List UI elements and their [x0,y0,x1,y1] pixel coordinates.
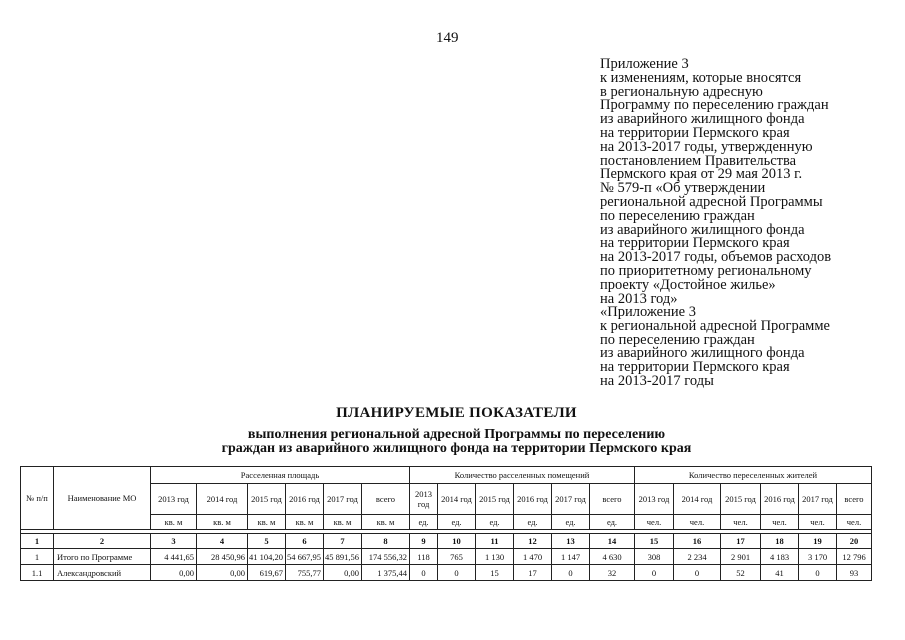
header-group-area: Расселенная площадь [151,467,410,484]
header-number: № п/п [21,467,54,530]
premises-cell: 4 630 [590,549,635,565]
appendix-program-heading [600,306,830,389]
header-year: 2014 год [674,484,721,515]
header-year: 2017 год [552,484,590,515]
appendix-line: по переселению граждан [600,207,755,224]
unit-label: ед. [438,515,476,530]
row-mo-name: Александровский [54,565,151,581]
appendix-line: «Приложение 3 [600,304,696,320]
appendix-line: Пермского края от 29 мая 2013 г. [600,166,803,183]
residents-cell: 12 796 [837,549,872,565]
unit-label: кв. м [286,515,324,530]
header-year: 2017 год [799,484,837,515]
header-year: 2014 год [197,484,248,515]
appendix-line: на 2013-2017 годы, утвержденную [600,138,813,155]
column-number: 1 [21,534,54,549]
unit-label: кв. м [197,515,248,530]
premises-cell: 118 [410,549,438,565]
column-number: 3 [151,534,197,549]
appendix-line: в региональную адресную [600,83,763,100]
header-year: 2014 год [438,484,476,515]
column-number: 8 [362,534,410,549]
column-number: 16 [674,534,721,549]
premises-cell: 17 [514,565,552,581]
header-year: 2016 год [761,484,799,515]
column-number: 6 [286,534,324,549]
column-number: 9 [410,534,438,549]
premises-cell: 1 130 [476,549,514,565]
appendix-line: по приоритетному региональному [600,262,812,279]
premises-cell: 0 [438,565,476,581]
header-year: 2013 год [151,484,197,515]
column-number: 18 [761,534,799,549]
residents-cell: 52 [721,565,761,581]
area-cell: 41 104,20 [248,549,286,565]
appendix-line: проекту «Достойное жилье» [600,276,776,293]
header-mo-name: Наименование МО [54,467,151,530]
area-cell: 0,00 [324,565,362,581]
column-number: 13 [552,534,590,549]
area-cell: 755,77 [286,565,324,581]
appendix-line: на территории Пермского края [600,359,790,376]
appendix-change-heading [600,58,831,306]
unit-label: ед. [410,515,438,530]
unit-label: чел. [837,515,872,530]
premises-cell: 0 [552,565,590,581]
appendix-line: региональной адресной Программы [600,193,823,210]
column-number: 2 [54,534,151,549]
header-year: 2015 год [721,484,761,515]
residents-cell: 3 170 [799,549,837,565]
residents-cell: 93 [837,565,872,581]
unit-label: чел. [761,515,799,530]
page-number: 149 [436,30,459,46]
unit-label: ед. [552,515,590,530]
area-cell: 4 441,65 [151,549,197,565]
unit-label: кв. м [151,515,197,530]
header-year: 2016 год [286,484,324,515]
premises-cell: 765 [438,549,476,565]
appendix-line: из аварийного жилищного фонда [600,111,805,128]
header-year: 2015 год [248,484,286,515]
appendix-line: на 2013 год» [600,290,678,307]
area-cell: 174 556,32 [362,549,410,565]
area-cell: 1 375,44 [362,565,410,581]
area-cell: 619,67 [248,565,286,581]
document-subtitle: выполнения региональной адресной Программы по переселению [247,427,666,442]
table-row-total [21,549,872,565]
header-year: 2013 год [635,484,674,515]
document-title: ПЛАНИРУЕМЫЕ ПОКАЗАТЕЛИ [336,405,577,421]
column-number: 20 [837,534,872,549]
header-year: 2017 год [324,484,362,515]
area-cell: 45 891,56 [324,549,362,565]
row-mo-name: Итого по Программе [54,549,151,565]
document-subtitle: граждан из аварийного жилищного фонда на территории Пермского края [221,441,692,456]
unit-label: чел. [635,515,674,530]
column-number: 5 [248,534,286,549]
column-number: 14 [590,534,635,549]
column-number: 11 [476,534,514,549]
column-number: 10 [438,534,476,549]
residents-cell: 2 234 [674,549,721,565]
premises-cell: 1 147 [552,549,590,565]
column-number: 17 [721,534,761,549]
premises-cell: 32 [590,565,635,581]
table-row [21,565,872,581]
area-cell: 28 450,96 [197,549,248,565]
column-number: 15 [635,534,674,549]
appendix-line: на 2013-2017 годы [600,372,714,389]
residents-cell: 4 183 [761,549,799,565]
appendix-line: по переселению граждан [600,331,755,348]
residents-cell: 0 [635,565,674,581]
residents-cell: 41 [761,565,799,581]
unit-label: кв. м [362,515,410,530]
unit-label: кв. м [248,515,286,530]
appendix-line: на территории Пермского края [600,235,790,252]
column-number: 19 [799,534,837,549]
unit-label: кв. м [324,515,362,530]
unit-label: чел. [721,515,761,530]
appendix-line: к региональной адресной Программе [600,317,830,334]
area-cell: 54 667,95 [286,549,324,565]
unit-label: ед. [514,515,552,530]
appendix-line: Приложение 3 [600,56,689,72]
column-number: 7 [324,534,362,549]
header-group-residents: Количество переселенных жителей [635,467,872,484]
residents-cell: 308 [635,549,674,565]
indicators-table [20,466,872,581]
unit-label: чел. [799,515,837,530]
column-number: 4 [197,534,248,549]
appendix-line: постановлением Правительства [600,152,797,169]
premises-cell: 15 [476,565,514,581]
header-group-premises: Количество расселенных помещений [410,467,635,484]
header-total: всего [837,484,872,515]
header-row-groups [21,467,872,484]
unit-label: чел. [674,515,721,530]
appendix-line: на 2013-2017 годы, объемов расходов [600,249,832,266]
header-year: 2016 год [514,484,552,515]
appendix-line: Программу по переселению граждан [600,97,829,114]
header-total: всего [362,484,410,515]
column-number-row [21,534,872,549]
header-year: 2015 год [476,484,514,515]
premises-cell: 0 [410,565,438,581]
row-number: 1.1 [21,565,54,581]
area-cell: 0,00 [151,565,197,581]
premises-cell: 1 470 [514,549,552,565]
appendix-line: из аварийного жилищного фонда [600,345,805,362]
appendix-line: на территории Пермского края [600,124,790,141]
appendix-line: № 579-п «Об утверждении [600,180,766,197]
residents-cell: 2 901 [721,549,761,565]
header-total: всего [590,484,635,515]
unit-label: ед. [476,515,514,530]
header-year: 2013 год [410,484,438,515]
residents-cell: 0 [674,565,721,581]
residents-cell: 0 [799,565,837,581]
column-number: 12 [514,534,552,549]
appendix-line: из аварийного жилищного фонда [600,221,805,238]
appendix-line: к изменениям, которые вносятся [600,69,802,86]
unit-label: ед. [590,515,635,530]
area-cell: 0,00 [197,565,248,581]
row-number: 1 [21,549,54,565]
